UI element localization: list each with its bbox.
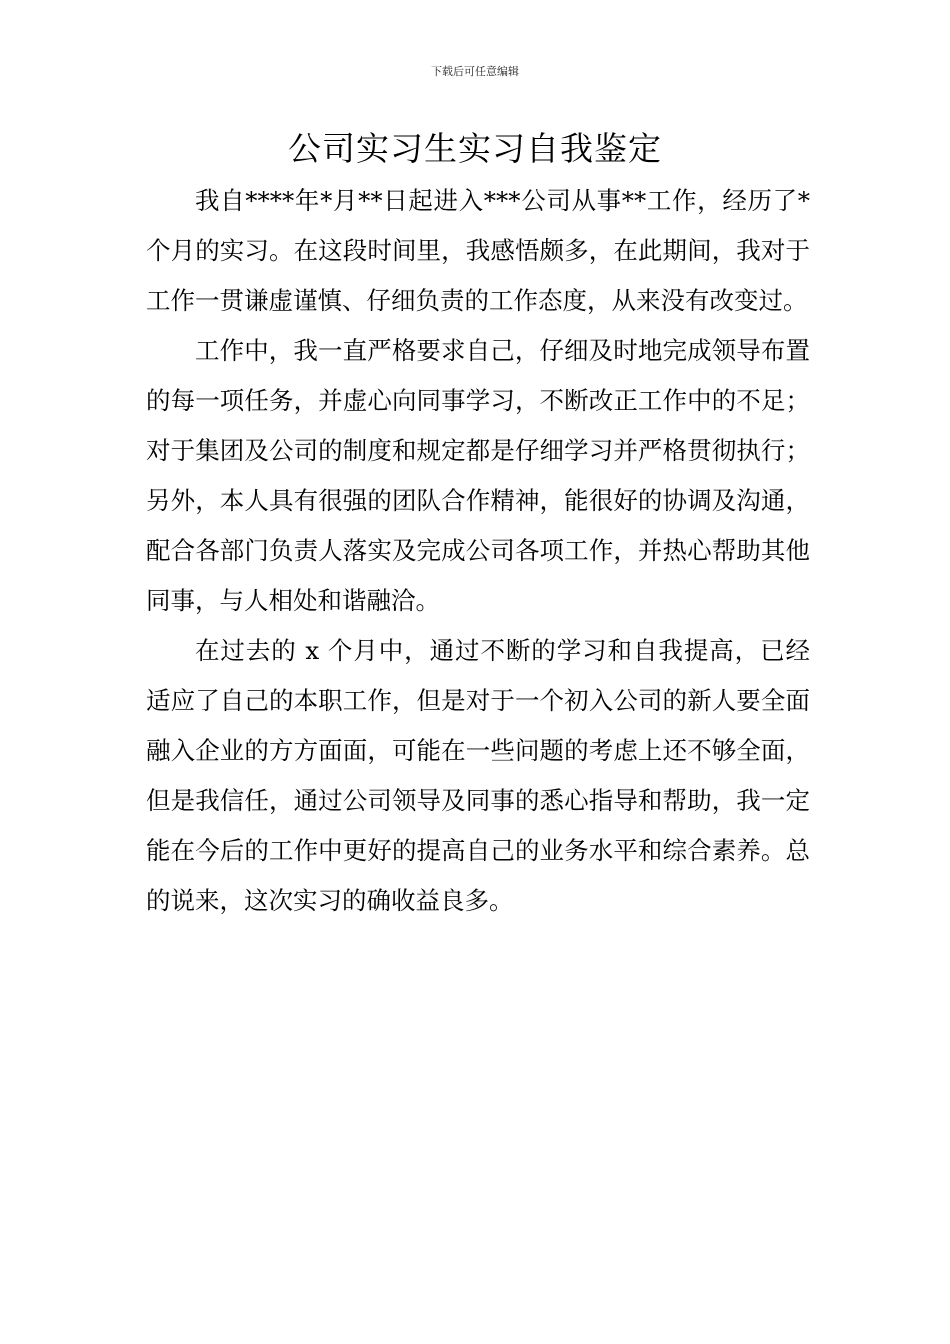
document-title: 公司实习生实习自我鉴定 (288, 129, 662, 168)
paragraph-1: 我自****年*月**日起进入***公司从事**工作，经历了*个月的实习。在这段时间里，我感悟颇多，在此期间，我对于工作一贯谦虚谨慎、仔细负责的工作态度，从来没有改变过。 (146, 186, 810, 315)
paragraph-3: 在过去的 x 个月中，通过不断的学习和自我提高，已经适应了自己的本职工作，但是对于一个初入公司的新人要全面融入企业的方方面面，可能在一些问题的考虑上还不够全面，但是我信任，通过公司领导及同事的悉心指导和帮助，我一定能在今后的工作中更好的提高自己的业务水平和综合素养。总的说来，这次实习的确收益良多。 (146, 636, 810, 915)
document-body (146, 176, 810, 926)
paragraph-2: 工作中，我一直严格要求自己，仔细及时地完成领导布置的每一项任务，并虚心向同事学习，不断改正工作中的不足；对于集团及公司的制度和规定都是仔细学习并严格贯彻执行；另外，本人具有很强的团队合作精神，能很好的协调及沟通，配合各部门负责人落实及完成公司各项工作，并热心帮助其他同事，与人相处和谐融洽。 (146, 336, 810, 615)
header-note: 下载后可任意编辑 (431, 65, 519, 78)
